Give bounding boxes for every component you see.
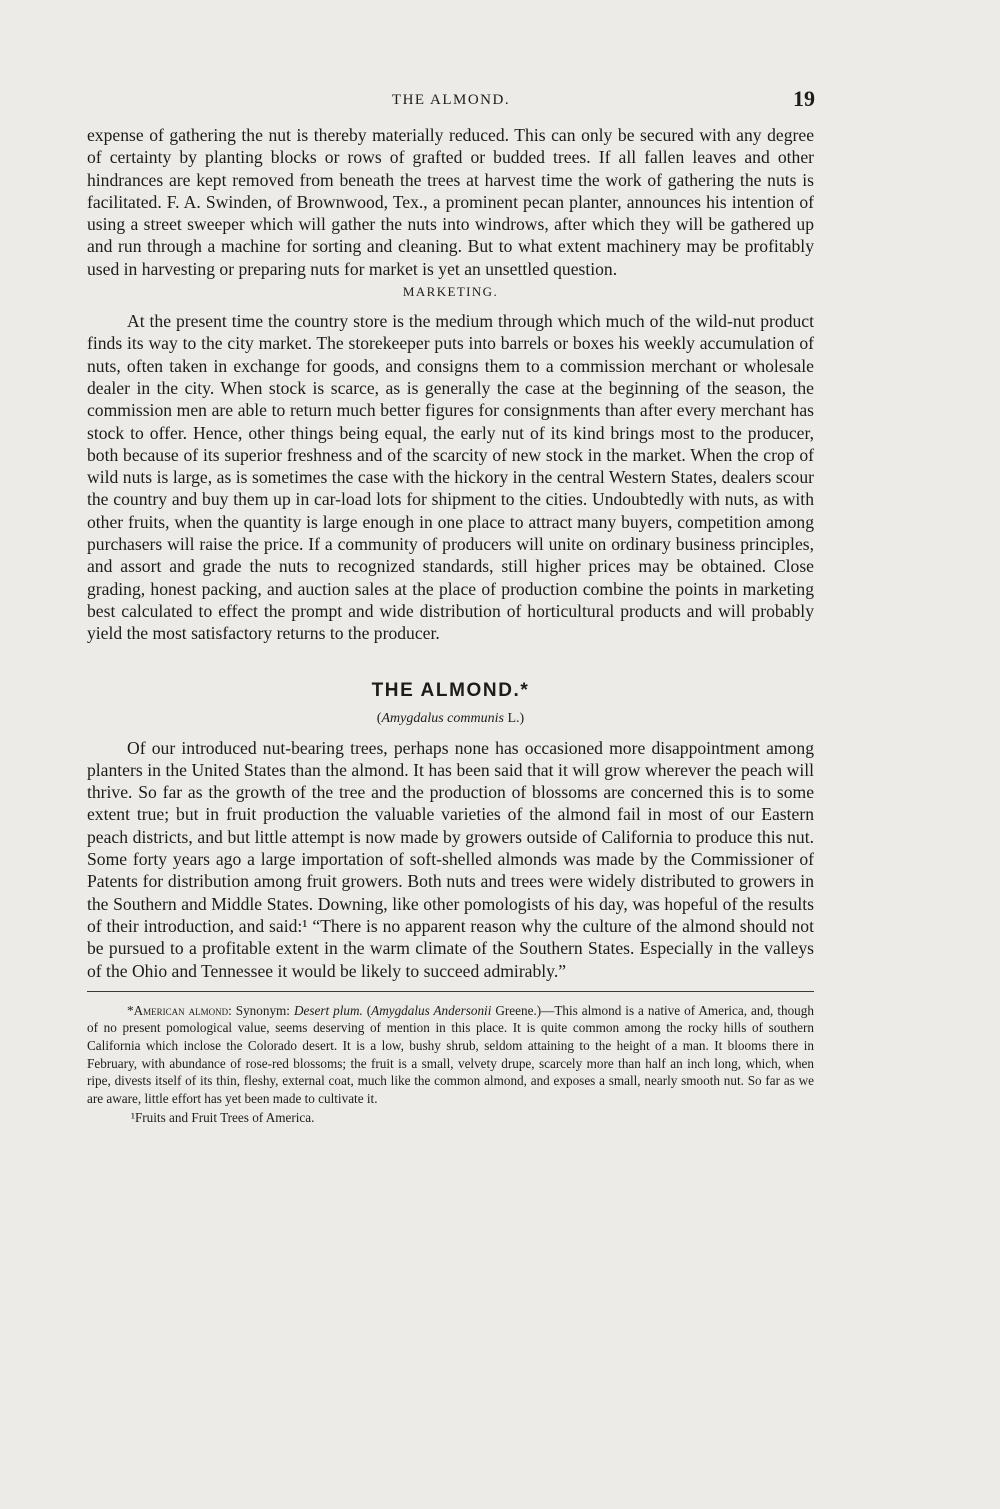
marketing-heading: MARKETING. bbox=[402, 284, 499, 300]
botanical-genus: Amygdalus communis bbox=[381, 710, 504, 726]
footnote-paren-open: ( bbox=[362, 1002, 372, 1018]
footnote-downing-reference: ¹Fruits and Fruit Trees of America. bbox=[131, 1110, 315, 1126]
footnote-synonym: Desert plum. bbox=[293, 1002, 363, 1018]
paragraph-almond-intro: Of our introduced nut-bearing trees, perhaps none has occasioned more disappointment among planters in the United States than the almond. It has been said that it will grow wherever the peach will thrive. So far as the growth of the tree and the production of blossoms are concerned this is to some extent true; but in fruit production the valuable varieties of the almond fail in most of our Eastern peach districts, and but little attempt is now made by growers outside of California to produce this nut. Some forty years ago a large importation of soft-shelled almonds was made by the Commissioner of Patents for distribution among fruit growers. Both nuts and trees were widely distributed to growers in the Southern and Middle States. Downing, like other pomologists of his day, was hopeful of the results of their introduction, and said:¹ “There is no apparent reason why the culture of the almond should not be pursued to a profitable extent in the warm climate of the Southern States. Especially in the valleys of the Ohio and Tennessee it would be likely to succeed admirably.” bbox=[87, 737, 814, 981]
footnote-divider bbox=[87, 991, 814, 992]
footnote-species: Amygdalus Andersonii bbox=[371, 1002, 492, 1018]
running-title: THE ALMOND. bbox=[391, 92, 511, 108]
footnote-synonym-label: Synonym: bbox=[231, 1002, 294, 1018]
paragraph-marketing: At the present time the country store is the medium through which much of the wild-nut product finds its way to the city market. The storekeeper puts into barrels or boxes his weekly accumulation of nuts, often taken in exchange for goods, and consigns them to a commission merchant or wholesale dealer in the city. When stock is scarce, as is generally the case at the beginning of the season, the commission men are able to return much better figures for consignments than after every merchant has stock to offer. Hence, other things being equal, the early nut of its kind brings most to the producer, both because of its superior freshness and of the scarcity of new stock in the market. When the crop of wild nuts is large, as is sometimes the case with the hickory in the central Western States, dealers scour the country and buy them up in car-load lots for shipment to the cities. Undoubtedly with nuts, as with other fruits, when the quantity is large enough in one place to attract many buyers, competition among purchasers will raise the price. If a community of producers will unite on ordinary business principles, and assort and grade the nuts to recognized standards, still higher prices may be obtained. Close grading, honest packing, and auction sales at the place of production combine the points in marketing best calculated to effect the prompt and wide distribution of horticultural products and will probably yield the most satisfactory returns to the producer. bbox=[87, 311, 814, 644]
paragraph-harvesting-continued: expense of gathering the nut is thereby materially reduced. This can only be secured with any degree of certainty by planting blocks or rows of grafted or budded trees. If all fallen leaves and other hindrances are kept removed from beneath the trees at harvest time the work of gathering the nuts is facilitated. F. A. Swinden, of Brownwood, Tex., a prominent pecan planter, announces his intention of using a street sweeper which will gather the nuts into windrows, after which they will be gathered up and run through a machine for sorting and cleaning. But to what extent machinery may be profitably used in harvesting or preparing nuts for market is yet an unsettled question. bbox=[87, 125, 814, 279]
footnote-lead: *American almond: bbox=[127, 1002, 232, 1018]
botanical-name bbox=[87, 711, 814, 727]
footnote-text: Greene.)—This almond is a native of America, and, though of no present pomological value, seems deserving of mention in this place. It is quite common among the rocky hills of southern California which inclose the Colorado desert. It is a low, bushy shrub, seldom attaining to the height of a man. It blooms there in February, with abundance of rose-red blossoms; the fruit is a small, velvety drupe, scarcely more than half an inch long, which, when ripe, divests itself of its thin, fleshy, external coat, much like the common almond, and exposes a small, nearly smooth nut. So far as we are aware, little effort has yet been made to cultivate it. bbox=[87, 1002, 814, 1106]
running-head bbox=[87, 86, 815, 116]
footnote-american-almond bbox=[87, 1002, 814, 1108]
page-body bbox=[87, 124, 814, 1127]
section-title-almond: THE ALMOND.* bbox=[371, 679, 530, 701]
botanical-paren-open: ( bbox=[376, 710, 382, 726]
page-number: 19 bbox=[793, 86, 815, 111]
botanical-author: L.) bbox=[503, 710, 525, 726]
